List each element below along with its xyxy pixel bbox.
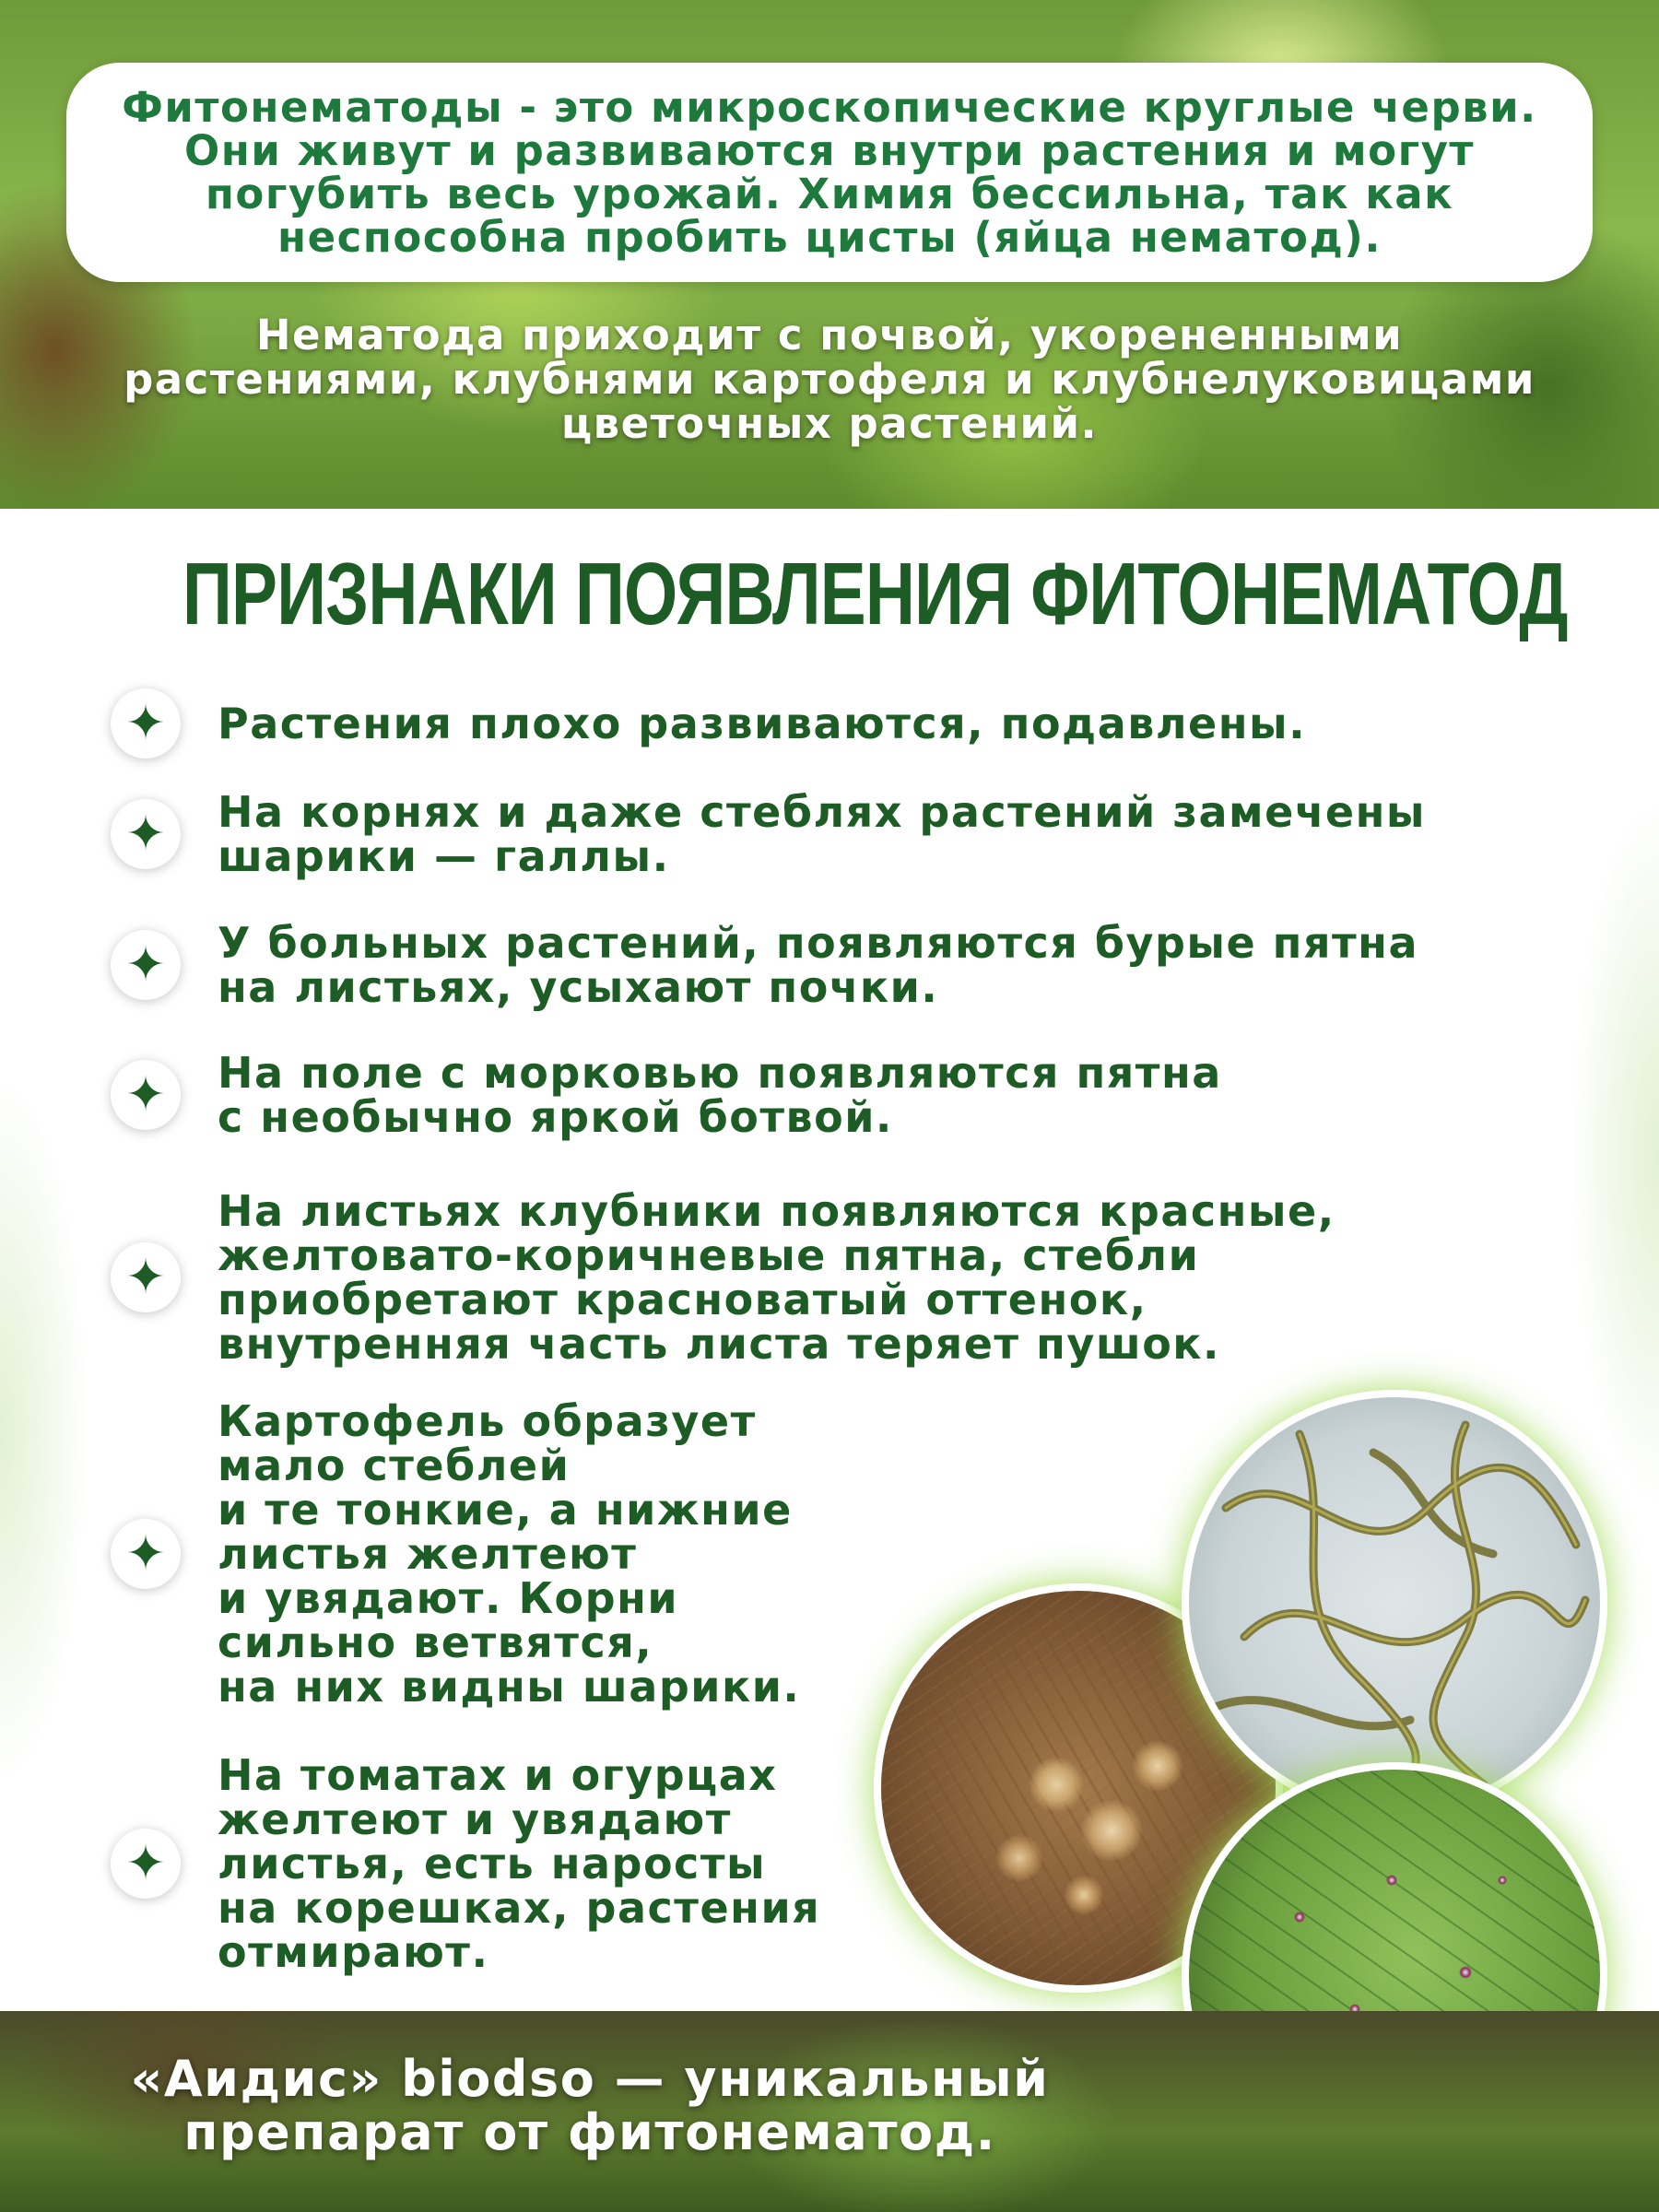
- list-item: [111, 1048, 1222, 1142]
- list-item-text: У больных растений, появляются бурые пятна на листьях, усыхают почки.: [218, 918, 1418, 1012]
- nematodes-microscope-photo: [1182, 1390, 1607, 1816]
- section-title: ПРИЗНАКИ ПОЯВЛЕНИЯ ФИТОНЕМАТОД: [182, 545, 1568, 643]
- list-item: [111, 688, 1306, 759]
- intro-card: [66, 63, 1593, 282]
- footer-text: «Аидис» biodso — уникальный препарат от фитонематод.: [130, 2050, 1050, 2161]
- list-item-text: На листьях клубники появляются красные, желтовато-коричневые пятна, стебли приобретают красноватый оттенок, внутренняя часть листа теряет пушок.: [218, 1186, 1335, 1369]
- list-item: [111, 918, 1418, 1012]
- four-point-star-icon: ✦: [111, 1829, 181, 1899]
- nematodes-illustration: [1189, 1397, 1600, 1808]
- four-point-star-icon: ✦: [111, 930, 181, 1000]
- four-point-star-icon: ✦: [111, 799, 181, 869]
- list-item-text: Растения плохо развиваются, подавлены.: [218, 699, 1307, 748]
- four-point-star-icon: ✦: [111, 1060, 181, 1130]
- list-item: [111, 787, 1426, 881]
- intro-text: Фитонематоды - это микроскопические круглые черви. Они живут и развиваются внутри растения и могут погубить весь урожай. Химия бессильна, так как неспособна пробить цисты (яйца нематод).: [122, 83, 1537, 262]
- list-item-text: На томатах и огурцах желтеют и увядают листья, есть наросты на корешках, растения отмирают.: [218, 1750, 821, 1977]
- hero-banner: [0, 0, 1659, 509]
- four-point-star-icon: ✦: [111, 1242, 181, 1312]
- footer-banner: [0, 2011, 1659, 2212]
- list-item: [111, 1186, 1335, 1369]
- list-item-text: На поле с морковью появляются пятна с необычно яркой ботвой.: [218, 1048, 1222, 1142]
- list-item-text: На корнях и даже стеблях растений замечены шарики — галлы.: [218, 787, 1426, 881]
- list-item-text: Картофель образует мало стеблей и те тонкие, а нижние листья желтеют и увядают. Корни сильно ветвятся, на них видны шарики.: [218, 1396, 801, 1712]
- four-point-star-icon: ✦: [111, 1519, 181, 1589]
- list-item: [111, 1750, 821, 1977]
- source-text: Нематода приходит с почвой, укорененными растениями, клубнями картофеля и клубнелуковицами цветочных растений.: [124, 311, 1535, 448]
- four-point-star-icon: ✦: [111, 688, 181, 759]
- list-item: [111, 1396, 801, 1712]
